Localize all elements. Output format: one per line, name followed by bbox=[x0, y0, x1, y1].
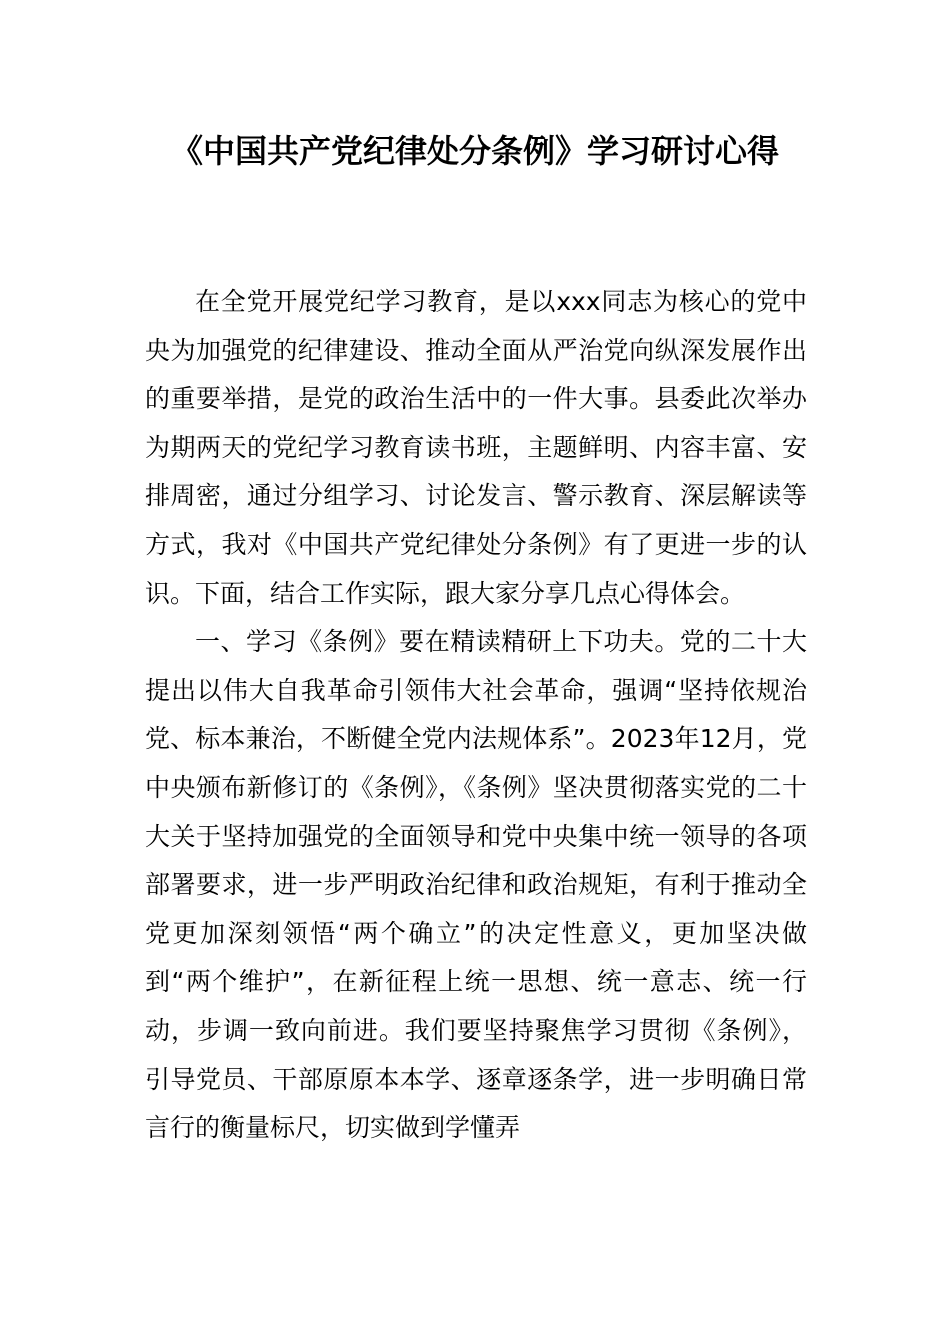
paragraph-intro: 在全党开展党纪学习教育，是以xxx同志为核心的党中央为加强党的纪律建设、推动全面从严治党向纵深发展作出的重要举措，是党的政治生活中的一件大事。县委此次举办为期两天的党纪学习教育读书班，主题鲜明、内容丰富、安排周密，通过分组学习、讨论发言、警示教育、深层解读等方式，我对《中国共产党纪律处分条例》有了更进一步的认识。下面，结合工作实际，跟大家分享几点心得体会。 bbox=[145, 287, 807, 608]
document-body bbox=[145, 278, 807, 1153]
document-title: 《中国共产党纪律处分条例》学习研讨心得 bbox=[170, 132, 779, 170]
paragraph-section-one: 一、学习《条例》要在精读精研上下功夫。党的二十大提出以伟大自我革命引领伟大社会革命，强调“坚持依规治党、标本兼治，不断健全党内法规体系”。2023年12月，党中央颁布新修订的《条例》，《条例》坚决贯彻落实党的二十大关于坚持加强党的全面领导和党中央集中统一领导的各项部署要求，进一步严明政治纪律和政治规矩，有利于推动全党更加深刻领悟“两个确立”的决定性意义，更加坚决做到“两个维护”，在新征程上统一思想、统一意志、统一行动，步调一致向前进。我们要坚持聚焦学习贯彻《条例》，引导党员、干部原原本本学、逐章逐条学，进一步明确日常言行的衡量标尺，切实做到学懂弄 bbox=[145, 627, 807, 1143]
